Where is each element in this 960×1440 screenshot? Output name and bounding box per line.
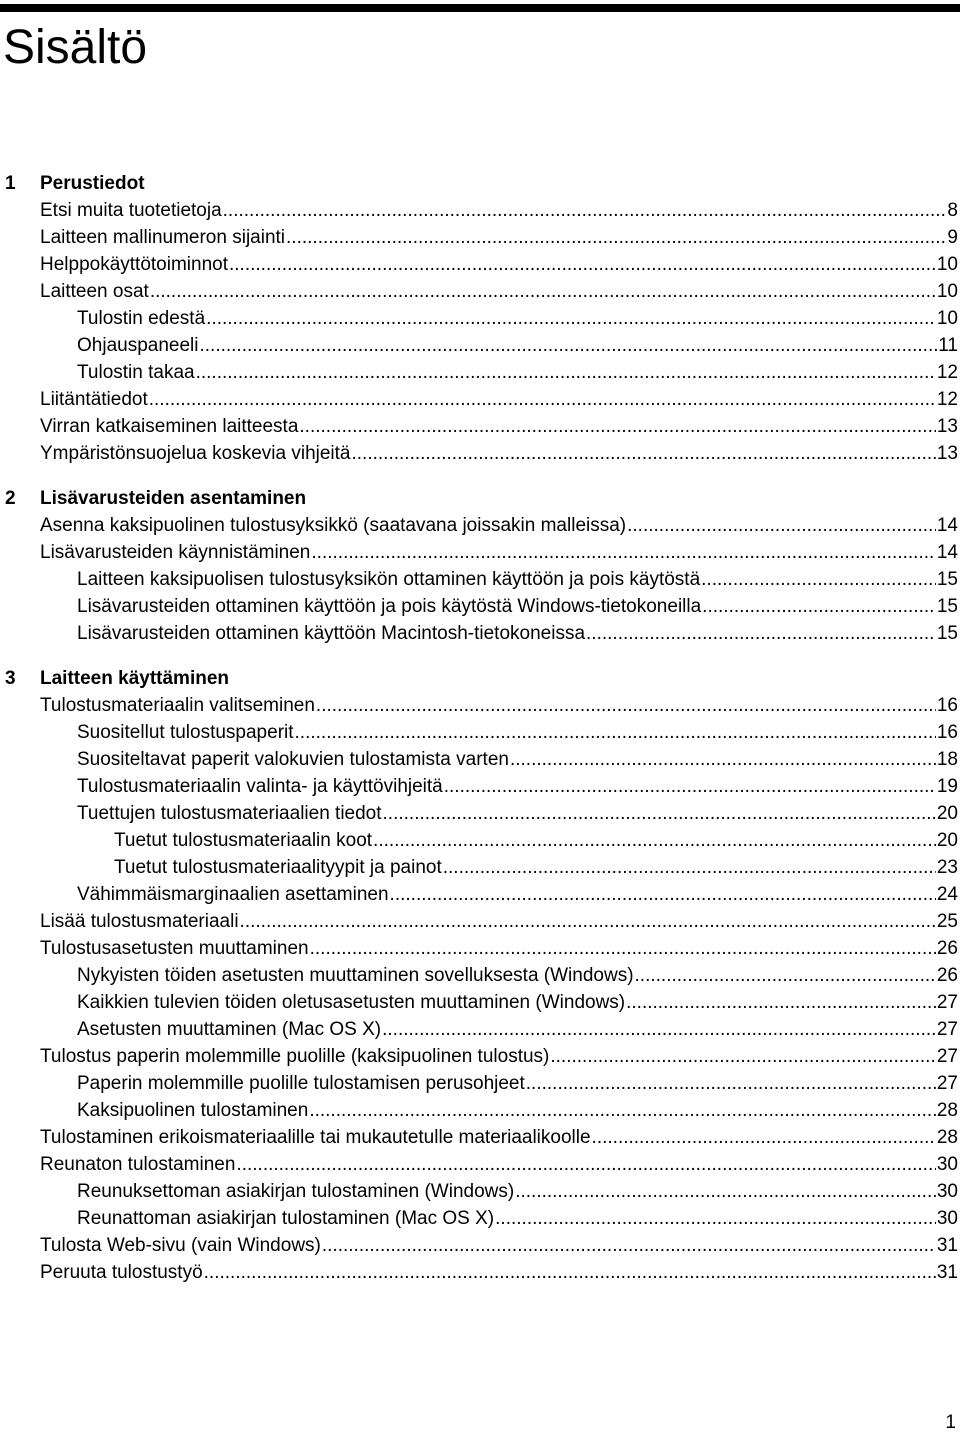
toc-entry-title: Tuetut tulostusmateriaalityypit ja painot <box>114 857 442 878</box>
dot-leader <box>229 251 936 278</box>
toc-entry-title: Virran katkaiseminen laitteesta <box>40 416 299 437</box>
dot-leader <box>149 386 936 413</box>
toc-entry-title: Helppokäyttötoiminnot <box>40 254 228 275</box>
toc-entry-title: Laitteen mallinumeron sijainti <box>40 227 286 248</box>
toc-entry[interactable] <box>0 224 960 251</box>
toc-entry-title: Etsi muita tuotetietoja <box>40 200 222 221</box>
chapter-heading[interactable] <box>0 665 960 692</box>
toc-entry[interactable] <box>0 1151 960 1178</box>
toc-entry-title: Tulostus paperin molemmille puolille (kaksipuolinen tulostus) <box>40 1046 550 1067</box>
toc-entry[interactable] <box>0 935 960 962</box>
toc-entry-page: 16 <box>936 722 958 743</box>
toc-entry-title: Laitteen kaksipuolisen tulostusyksikön ottaminen käyttöön ja pois käytöstä <box>77 569 701 590</box>
toc-entry-page: 16 <box>936 695 958 716</box>
toc-entry[interactable] <box>0 1097 960 1124</box>
toc-entry-page: 24 <box>936 884 958 905</box>
dot-leader <box>382 1016 936 1043</box>
toc-entry[interactable] <box>0 1016 960 1043</box>
dot-leader <box>206 305 936 332</box>
dot-leader <box>316 692 936 719</box>
toc-entry-title: Reunaton tulostaminen <box>40 1154 236 1175</box>
toc-entry[interactable] <box>0 539 960 566</box>
dot-leader <box>311 539 935 566</box>
dot-leader <box>309 1097 936 1124</box>
toc-entry-title: Tulostusmateriaalin valitseminen <box>40 695 315 716</box>
toc-entry-page: 27 <box>936 992 958 1013</box>
toc-entry-title: Suositellut tulostuspaperit <box>77 722 294 743</box>
dot-leader <box>701 566 936 593</box>
toc-entry[interactable] <box>0 989 960 1016</box>
chapter-title: Lisävarusteiden asentaminen <box>40 488 307 509</box>
toc-entry-page: 26 <box>936 938 958 959</box>
toc-entry-title: Liitäntätiedot <box>40 389 148 410</box>
toc-entry-page: 30 <box>936 1181 958 1202</box>
toc-entry-page: 15 <box>936 623 958 644</box>
toc-entry[interactable] <box>0 593 960 620</box>
dot-leader <box>223 197 947 224</box>
toc-entry-title: Tulostin edestä <box>77 308 206 329</box>
toc-entry-title: Kaikkien tulevien töiden oletusasetusten muuttaminen (Windows) <box>77 992 626 1013</box>
chapter-number: 2 <box>5 488 16 509</box>
toc-entry-page: 10 <box>936 281 958 302</box>
toc-entry-page: 14 <box>936 542 958 563</box>
toc-entry-title: Tulostin takaa <box>77 362 195 383</box>
toc-entry-page: 28 <box>936 1127 958 1148</box>
toc-entry[interactable] <box>0 1124 960 1151</box>
dot-leader <box>702 593 936 620</box>
dot-leader <box>196 359 936 386</box>
header-rule <box>0 4 960 12</box>
dot-leader <box>592 1124 936 1151</box>
dot-leader <box>550 1043 935 1070</box>
toc-entry[interactable] <box>0 251 960 278</box>
toc-entry-title: Tulostaminen erikoismateriaalille tai mukautetulle materiaalikoolle <box>40 1127 591 1148</box>
toc-entry[interactable] <box>0 962 960 989</box>
toc-entry[interactable] <box>0 854 960 881</box>
toc-entry-page: 31 <box>936 1262 958 1283</box>
dot-leader <box>310 935 936 962</box>
toc-entry[interactable] <box>0 773 960 800</box>
toc-entry-title: Vähimmäismarginaalien asettaminen <box>77 884 389 905</box>
toc-entry[interactable] <box>0 881 960 908</box>
toc-entry-page: 19 <box>936 776 958 797</box>
dot-leader <box>322 1232 936 1259</box>
toc-entry-title: Lisävarusteiden käynnistäminen <box>40 542 311 563</box>
dot-leader <box>199 332 937 359</box>
dot-leader <box>515 1178 936 1205</box>
chapter-title: Perustiedot <box>40 173 145 194</box>
dot-leader <box>626 989 936 1016</box>
toc-entry[interactable] <box>0 746 960 773</box>
toc-entry[interactable] <box>0 800 960 827</box>
toc-entry-title: Ohjauspaneeli <box>77 335 199 356</box>
toc-entry-page: 18 <box>936 749 958 770</box>
toc-entry-page: 11 <box>938 335 958 356</box>
dot-leader <box>510 746 936 773</box>
toc-entry[interactable] <box>0 827 960 854</box>
chapter-heading[interactable] <box>0 170 960 197</box>
toc-entry-title: Tulostusmateriaalin valinta- ja käyttövihjeitä <box>77 776 443 797</box>
toc-entry-page: 12 <box>936 389 958 410</box>
toc-entry[interactable] <box>0 1232 960 1259</box>
toc-entry-page: 15 <box>936 569 958 590</box>
toc-entry-page: 20 <box>936 830 958 851</box>
toc-entry[interactable] <box>0 1259 960 1286</box>
toc-entry-page: 27 <box>936 1073 958 1094</box>
toc-entry[interactable] <box>0 1070 960 1097</box>
toc-entry[interactable] <box>0 1205 960 1232</box>
toc-entry-title: Laitteen osat <box>40 281 149 302</box>
dot-leader <box>286 224 946 251</box>
toc-entry-title: Tuettujen tulostusmateriaalien tiedot <box>77 803 382 824</box>
toc-entry-title: Lisävarusteiden ottaminen käyttöön Macintosh-tietokoneissa <box>77 623 586 644</box>
table-of-contents <box>0 170 960 1286</box>
toc-entry-page: 14 <box>936 515 958 536</box>
toc-entry-page: 10 <box>936 254 958 275</box>
toc-entry-page: 27 <box>936 1046 958 1067</box>
toc-entry-title: Ympäristönsuojelua koskevia vihjeitä <box>40 443 351 464</box>
chapter-heading[interactable] <box>0 485 960 512</box>
dot-leader <box>495 1205 936 1232</box>
chapter-number: 1 <box>5 173 16 194</box>
toc-entry-page: 8 <box>947 200 958 221</box>
toc-entry-title: Lisävarusteiden ottaminen käyttöön ja pois käytöstä Windows-tietokoneilla <box>77 596 702 617</box>
toc-entry-page: 27 <box>936 1019 958 1040</box>
toc-entry-page: 15 <box>936 596 958 617</box>
dot-leader <box>627 512 936 539</box>
chapter-title: Laitteen käyttäminen <box>40 668 229 689</box>
toc-entry-page: 9 <box>947 227 958 248</box>
toc-entry-page: 12 <box>936 362 958 383</box>
toc-entry-page: 26 <box>936 965 958 986</box>
dot-leader <box>390 881 936 908</box>
dot-leader <box>352 440 936 467</box>
dot-leader <box>635 962 936 989</box>
toc-entry-title: Asenna kaksipuolinen tulostusyksikkö (saatavana joissakin malleissa) <box>40 515 627 536</box>
toc-entry-title: Suositeltavat paperit valokuvien tulostamista varten <box>77 749 509 770</box>
toc-entry-page: 10 <box>936 308 958 329</box>
toc-entry-title: Kaksipuolinen tulostaminen <box>77 1100 309 1121</box>
toc-entry-page: 28 <box>936 1100 958 1121</box>
toc-entry[interactable] <box>0 908 960 935</box>
toc-entry-title: Reunuksettoman asiakirjan tulostaminen (Windows) <box>77 1181 515 1202</box>
toc-entry[interactable] <box>0 512 960 539</box>
toc-entry[interactable] <box>0 620 960 647</box>
toc-entry[interactable] <box>0 359 960 386</box>
toc-entry[interactable] <box>0 413 960 440</box>
dot-leader <box>150 278 936 305</box>
dot-leader <box>373 827 936 854</box>
dot-leader <box>586 620 936 647</box>
toc-entry-title: Tulosta Web-sivu (vain Windows) <box>40 1235 321 1256</box>
toc-entry-title: Nykyisten töiden asetusten muuttaminen sovelluksesta (Windows) <box>77 965 634 986</box>
dot-leader <box>299 413 935 440</box>
toc-entry-title: Tuetut tulostusmateriaalin koot <box>114 830 373 851</box>
page-number: 1 <box>945 1412 956 1433</box>
toc-entry-page: 30 <box>936 1208 958 1229</box>
toc-entry-page: 31 <box>936 1235 958 1256</box>
toc-entry[interactable] <box>0 440 960 467</box>
dot-leader <box>295 719 936 746</box>
dot-leader <box>383 800 936 827</box>
toc-entry-page: 25 <box>936 911 958 932</box>
dot-leader <box>526 1070 936 1097</box>
toc-entry-title: Tulostusasetusten muuttaminen <box>40 938 309 959</box>
toc-entry-title: Paperin molemmille puolille tulostamisen perusohjeet <box>77 1073 525 1094</box>
toc-entry[interactable] <box>0 197 960 224</box>
chapter-number: 3 <box>5 668 16 689</box>
toc-entry-page: 13 <box>936 443 958 464</box>
toc-entry[interactable] <box>0 386 960 413</box>
toc-entry-page: 23 <box>936 857 958 878</box>
toc-entry-title: Asetusten muuttaminen (Mac OS X) <box>77 1019 382 1040</box>
toc-entry[interactable] <box>0 332 960 359</box>
toc-entry[interactable] <box>0 566 960 593</box>
page-title: Sisältö <box>3 21 148 74</box>
toc-entry-page: 20 <box>936 803 958 824</box>
dot-leader <box>204 1259 936 1286</box>
toc-entry-page: 13 <box>936 416 958 437</box>
dot-leader <box>444 773 936 800</box>
toc-entry[interactable] <box>0 305 960 332</box>
dot-leader <box>236 1151 935 1178</box>
toc-entry[interactable] <box>0 1043 960 1070</box>
dot-leader <box>443 854 936 881</box>
toc-entry-title: Reunattoman asiakirjan tulostaminen (Mac OS X) <box>77 1208 495 1229</box>
toc-entry[interactable] <box>0 278 960 305</box>
toc-entry-title: Peruuta tulostustyö <box>40 1262 203 1283</box>
toc-entry[interactable] <box>0 692 960 719</box>
toc-entry[interactable] <box>0 1178 960 1205</box>
toc-entry-page: 30 <box>936 1154 958 1175</box>
toc-entry-title: Lisää tulostusmateriaali <box>40 911 239 932</box>
toc-entry[interactable] <box>0 719 960 746</box>
dot-leader <box>240 908 936 935</box>
